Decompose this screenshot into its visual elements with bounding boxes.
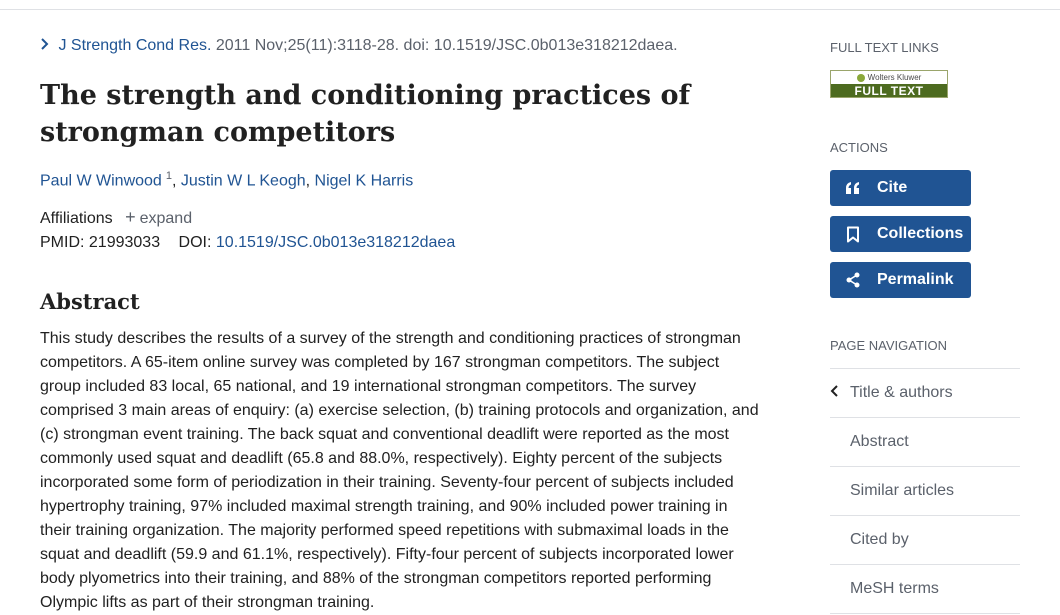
- collections-label: Collections: [877, 225, 964, 242]
- identifiers-row: [40, 234, 455, 252]
- expand-button[interactable]: [125, 207, 193, 227]
- nav-item-similar-articles[interactable]: [830, 467, 1020, 516]
- cite-button[interactable]: [830, 170, 971, 206]
- nav-item-label: Similar articles: [850, 482, 955, 499]
- journal-link[interactable]: J Strength Cond Res.: [58, 37, 212, 54]
- nav-item-mesh-terms[interactable]: [830, 565, 1020, 614]
- nav-item-label: MeSH terms: [850, 580, 939, 597]
- author-link[interactable]: Paul W Winwood: [40, 172, 162, 190]
- plus-icon: +: [125, 207, 136, 227]
- nav-item-label: Title & authors: [850, 384, 953, 401]
- affiliation-marker[interactable]: 1: [165, 170, 172, 182]
- author-list: [40, 170, 413, 190]
- abstract-text: This study describes the results of a survey of the strength and conditioning practices of strongman competitors. A 65-item online survey was completed by 167 strongman competitors. The subject group included 83 local, 65 national, and 19 international strongman competitors. The survey comprised 3 main areas of enquiry: (a) exercise selection, (b) training protocols and organization, and (c) strongman event training. The back squat and conventional deadlift were reported as the most commonly used squat and deadlift (65.8 and 88.0%, respectively). Eighty percent of the subjects incorporated some form of periodization in their training. Seventy-four percent of subjects included hypertrophy training, 97% included maximal strength training, and 90% included power training in their training organization. The majority performed speed repetitions with submaximal loads in the squat and deadlift (59.9 and 61.1%, respectively). Fifty-four percent of subjects incorporated lower body plyometrics into their training, and 88% of the strongman competitors reported performing Olympic lifts as part of their strongman training.: [40, 330, 759, 611]
- actions-heading: ACTIONS: [830, 140, 888, 155]
- full-text-links-heading: FULL TEXT LINKS: [830, 40, 939, 55]
- author-link[interactable]: Nigel K Harris: [314, 172, 414, 190]
- wolters-kluwer-logo-icon: [857, 74, 865, 82]
- chevron-left-icon: [830, 384, 840, 403]
- permalink-button[interactable]: [830, 262, 971, 298]
- chevron-right-icon[interactable]: [40, 37, 54, 55]
- page-navigation-heading: PAGE NAVIGATION: [830, 338, 948, 353]
- nav-item-abstract[interactable]: [830, 418, 1020, 467]
- page-navigation: [830, 368, 1020, 614]
- bookmark-icon: [842, 226, 864, 243]
- citation-details: 2011 Nov;25(11):3118-28. doi: 10.1519/JSC.0b013e318212daea.: [215, 37, 678, 54]
- affiliations-label: Affiliations: [40, 210, 113, 227]
- full-text-link-logo[interactable]: [830, 70, 948, 98]
- pmid-label: PMID:: [40, 234, 85, 251]
- share-icon: [842, 272, 864, 288]
- top-bar: [0, 0, 1060, 10]
- nav-item-title-authors[interactable]: [830, 369, 1020, 418]
- affiliations-row: [40, 207, 192, 228]
- doi-link[interactable]: 10.1519/JSC.0b013e318212daea: [215, 234, 456, 251]
- nav-item-label: Abstract: [850, 433, 909, 450]
- pmid-value: 21993033: [88, 234, 161, 251]
- nav-item-cited-by[interactable]: [830, 516, 1020, 565]
- cite-label: Cite: [877, 179, 908, 196]
- quote-icon: [842, 181, 864, 195]
- permalink-label: Permalink: [877, 271, 954, 288]
- logo-brand: Wolters Kluwer: [867, 73, 922, 82]
- nav-item-label: Cited by: [850, 531, 909, 548]
- expand-label: expand: [139, 210, 193, 227]
- collections-button[interactable]: [830, 216, 971, 252]
- author-link[interactable]: Justin W L Keogh: [180, 172, 306, 190]
- doi-label: DOI:: [178, 234, 212, 251]
- author-separator: ,: [305, 172, 315, 190]
- citation-line: [40, 37, 678, 55]
- abstract-heading: Abstract: [40, 289, 140, 314]
- author-separator: ,: [171, 172, 181, 190]
- logo-label: FULL TEXT: [831, 84, 947, 98]
- article-title: The strength and conditioning practices of strongman competitors: [40, 80, 691, 148]
